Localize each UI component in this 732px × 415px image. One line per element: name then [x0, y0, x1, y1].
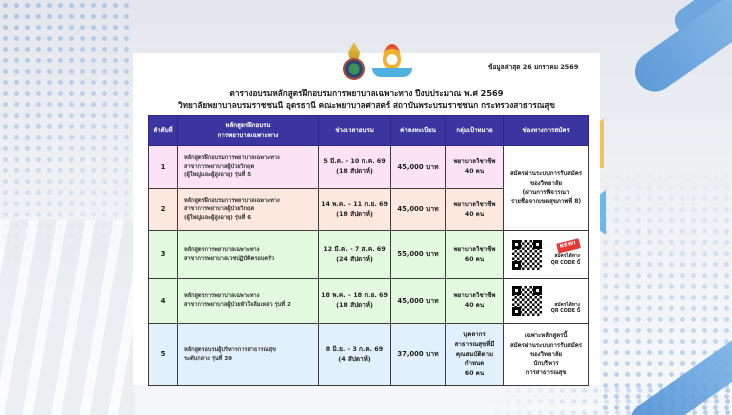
text-line: สาขาการพยาบาลผู้ป่วยวิกฤต — [184, 206, 255, 213]
column-header-target — [446, 116, 504, 146]
qr-label — [551, 303, 580, 316]
table-header-row — [149, 116, 589, 146]
text-line: หลักสูตรอบรมผู้บริหารการสาธารณสุข — [184, 346, 276, 353]
row-number: 5 — [149, 324, 178, 386]
target-group — [446, 146, 504, 189]
text-line: QR CODE นี้ — [550, 260, 580, 266]
course-name — [178, 231, 319, 279]
text-line: 12 มี.ค. - 7 ส.ค. 69 — [323, 244, 386, 253]
text-line: การสาธารณสุข — [525, 369, 567, 377]
text-line: (18 สัปดาห์) — [336, 301, 373, 309]
table-row — [149, 231, 589, 279]
text-line: บุคลากร — [463, 331, 486, 339]
text-line: สมัครผ่านระบบการรับสมัคร — [509, 341, 582, 349]
institute-seal-logo — [340, 42, 368, 82]
last-updated-text: ข้อมูลล่าสุด 26 มกราคม 2569 — [488, 63, 579, 71]
text-line: หลักสูตรฝึกอบรมการพยาบาลเฉพาะทาง — [184, 197, 280, 204]
header-logos — [340, 42, 415, 82]
row-number: 2 — [149, 189, 178, 231]
text-line: สมัครผ่านระบบการรับสมัคร — [509, 170, 582, 178]
course-name — [178, 189, 319, 231]
praboromarajchanok-logo — [372, 44, 412, 82]
text-line: กำหนด — [464, 360, 485, 368]
qr-code-icon[interactable] — [512, 286, 542, 316]
column-header-course — [178, 116, 319, 146]
text-line: หลักสูตรฝึกอบรมการพยาบาลเฉพาะทาง — [184, 155, 280, 162]
text-line: พยาบาลวิชาชีพ — [453, 292, 496, 300]
text-line: 40 คน — [464, 302, 485, 309]
new-badge: NEW! — [557, 239, 581, 254]
text-line: หลักสูตรการพยาบาลเฉพาะทาง — [184, 246, 260, 253]
target-group — [446, 231, 504, 279]
training-period — [319, 324, 391, 386]
text-line: 40 คน — [464, 168, 485, 175]
header-text-line: การพยาบาลเฉพาะทาง — [217, 131, 279, 139]
text-line: 60 คน — [464, 255, 485, 263]
text-line: (ผู้ใหญ่และผู้สูงอายุ) รุ่นที่ 6 — [184, 214, 252, 221]
header-text-line: กลุ่มเป้าหมาย — [456, 126, 493, 134]
text-line: คุณสมบัติตาม — [455, 350, 494, 358]
column-header-no — [149, 116, 178, 146]
header-text-line: ช่วงเวลาอบรม — [335, 126, 374, 134]
text-line: ของวิทยาลัย — [529, 179, 563, 187]
text-line: เฉพาะหลักสูตรนี้ — [524, 332, 568, 340]
text-line: หลักสูตรการพยาบาลเฉพาะทาง — [184, 293, 260, 300]
target-group — [446, 189, 504, 231]
target-group — [446, 324, 504, 386]
application-channel-college-system — [504, 146, 589, 231]
course-name — [178, 146, 319, 189]
text-line: (24 สัปดาห์) — [336, 254, 373, 263]
header-text-line: ลำดับที่ — [153, 126, 173, 134]
text-line: รายชื่อจากเขตสุขภาพที่ 8) — [510, 198, 582, 206]
training-period — [319, 146, 391, 189]
text-line: ของวิทยาลัย — [529, 350, 563, 358]
text-line: 5 มี.ค. - 10 ก.ค. 69 — [323, 157, 386, 166]
text-line: 60 คน — [464, 369, 485, 377]
text-line: (ผู้ใหญ่และผู้สูงอายุ) รุ่นที่ 5 — [184, 172, 252, 179]
row-number: 4 — [149, 279, 178, 324]
text-line: 18 พ.ค. – 18 ก.ย. 69 — [321, 291, 388, 300]
registration-fee: 45,000 บาท — [391, 146, 446, 189]
qr-label — [551, 254, 580, 267]
header-text-line: หลักสูตรฝึกอบรม — [225, 122, 271, 130]
text-line: พยาบาลวิชาชีพ — [453, 200, 496, 208]
text-line: สมัครได้ทาง — [554, 302, 580, 308]
header-text-line: ช่องทางการสมัคร — [522, 126, 570, 134]
registration-fee: 45,000 บาท — [391, 189, 446, 231]
text-line: สมัครได้ทาง — [554, 254, 580, 260]
table-row — [149, 324, 589, 386]
text-line: พยาบาลวิชาชีพ — [453, 158, 496, 166]
registration-fee: 55,000 บาท — [391, 231, 446, 279]
text-line: (18 สัปดาห์) — [336, 209, 373, 218]
training-period — [319, 189, 391, 231]
text-line: 40 คน — [464, 210, 485, 218]
decorative-pill — [624, 330, 732, 415]
text-line: สาธารณสุขที่มี — [454, 341, 495, 349]
registration-fee: 45,000 บาท — [391, 279, 446, 324]
header-text-line: ค่าลงทะเบียน — [400, 126, 436, 134]
target-group — [446, 279, 504, 324]
training-schedule-table — [148, 115, 589, 386]
page-title: ตารางอบรมหลักสูตรฝึกอบรมการพยาบาลเฉพาะทาง ปีงบประมาณ พ.ศ 2569 — [229, 88, 504, 98]
table-row — [149, 279, 589, 324]
text-line: สาขาการพยาบาลผู้ป่วยหัวใจล้มเหลว รุ่นที่ 2 — [184, 302, 291, 308]
text-line: 8 มิ.ย. - 3 ก.ค. 69 — [325, 344, 384, 353]
table-row — [149, 146, 589, 189]
training-period — [319, 231, 391, 279]
registration-fee: 37,000 บาท — [391, 324, 446, 386]
background-stripes — [0, 220, 135, 415]
text-line: QR CODE นี้ — [550, 309, 580, 315]
training-period — [319, 279, 391, 324]
qr-code-icon[interactable] — [512, 240, 542, 270]
column-header-channel — [504, 116, 589, 146]
column-header-period — [319, 116, 391, 146]
text-line: ระดับกลาง รุ่นที่ 39 — [184, 355, 233, 362]
row-number: 3 — [149, 231, 178, 279]
application-channel-qr — [504, 231, 589, 279]
application-channel-executive — [504, 324, 589, 386]
text-line: สาขาการพยาบาลผู้ป่วยวิกฤต — [184, 163, 255, 170]
text-line: นักบริหาร — [533, 360, 559, 368]
text-line: (4 สัปดาห์) — [338, 354, 371, 363]
course-name — [178, 279, 319, 324]
text-line: (ผ่านการพิจารณา — [522, 189, 570, 196]
row-number: 1 — [149, 146, 178, 189]
text-line: สาขาการพยาบาลเวชปฏิบัติครอบครัว — [184, 255, 275, 262]
application-channel-qr — [504, 279, 589, 324]
text-line: 14 พ.ค. – 11 ก.ย. 69 — [321, 199, 388, 208]
page-subtitle: วิทยาลัยพยาบาลบรมราชชนนี อุดรธานี คณะพยาบาลศาสตร์ สถาบันพระบรมราชชนก กระทรวงสาธารณสุข — [177, 100, 556, 110]
course-name — [178, 324, 319, 386]
text-line: พยาบาลวิชาชีพ — [453, 245, 496, 253]
text-line: (18 สัปดาห์) — [336, 167, 373, 175]
column-header-fee — [391, 116, 446, 146]
